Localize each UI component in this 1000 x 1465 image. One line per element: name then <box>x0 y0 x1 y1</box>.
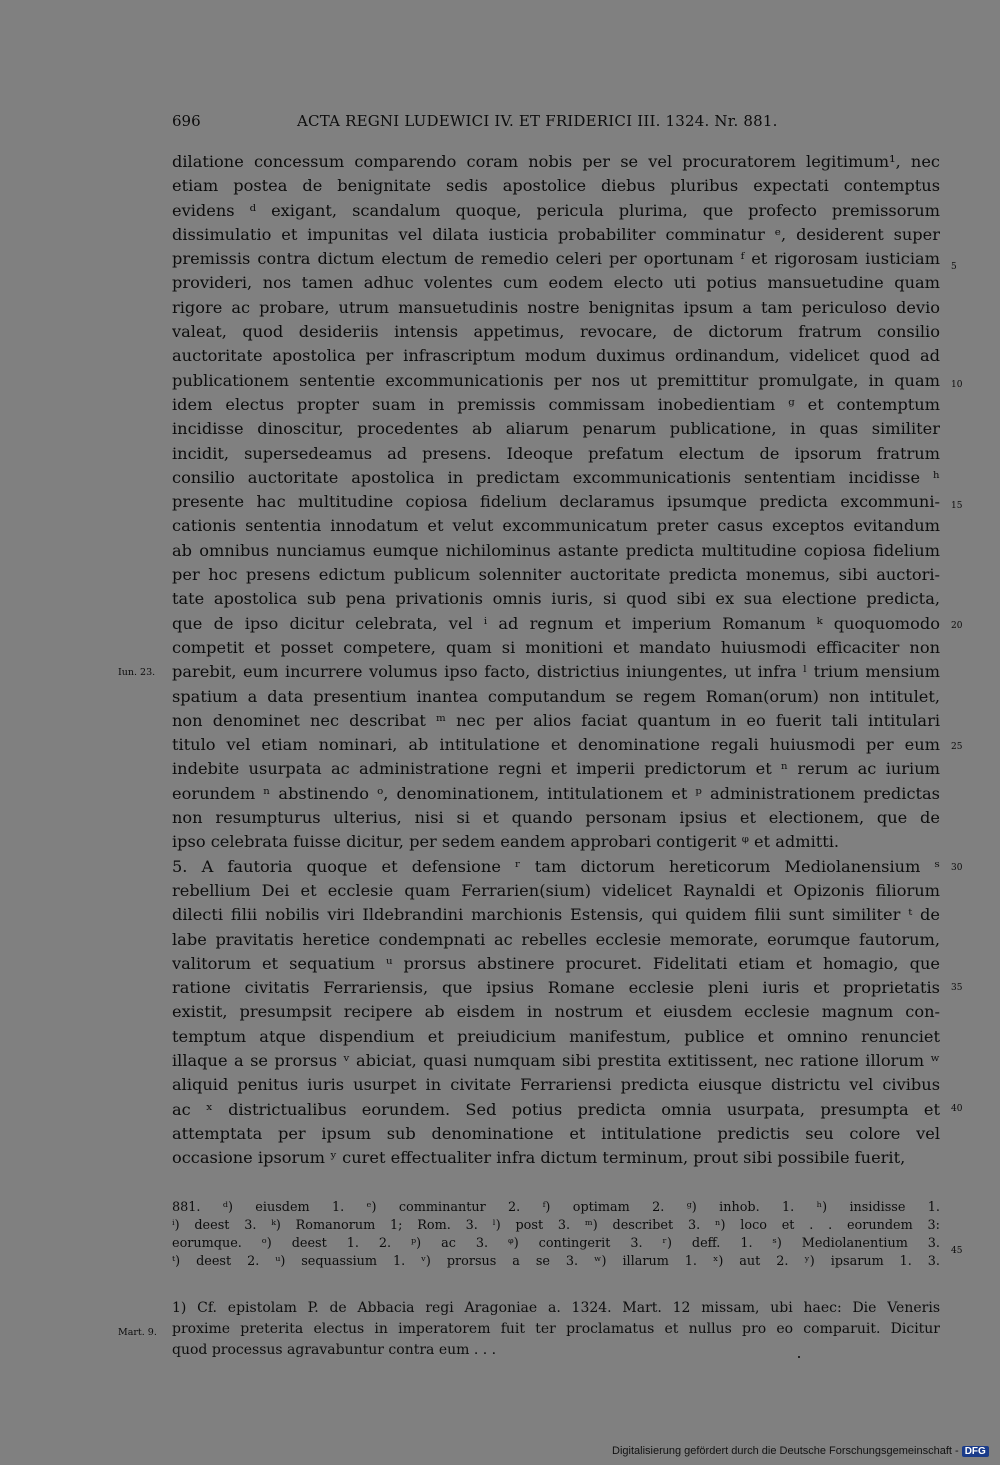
page-header <box>172 112 940 138</box>
text-line: premissis contra dictum electum de remedio celeri per oportunam ᶠ et rigorosam iusticiam <box>172 249 940 269</box>
text-line: labe pravitatis heretice condempnati ac rebelles ecclesie memorate, eorumque fautorum, <box>172 929 940 949</box>
text-line: ab omnibus nunciamus eumque nichilominus astante predicta multitudine copiosa fidelium <box>172 540 940 560</box>
apparatus-line: ⁱ) deest 3. ᵏ) Romanorum 1; Rom. 3. ˡ) post 3. ᵐ) describet 3. ⁿ) loco et . . eorundem 3: <box>172 1218 940 1233</box>
line-number-30: 30 <box>951 863 963 873</box>
text-line: spatium a data presentium inantea computandum se regem Roman(orum) non intitulet, <box>172 686 940 706</box>
line-number-40: 40 <box>951 1104 963 1114</box>
text-line: etiam postea de benignitate sedis apostolice diebus pluribus expectati contemptus <box>172 176 940 196</box>
apparatus-line: eorumque. ᵒ) deest 1. 2. ᵖ) ac 3. ᵠ) contingerit 3. ʳ) deff. 1. ˢ) Mediolanentium 3. <box>172 1236 940 1251</box>
running-title: ACTA REGNI LUDEWICI IV. ET FRIDERICI III. 1324. Nr. 881. <box>297 112 778 130</box>
margin-date-note: Iun. 23. <box>118 667 156 678</box>
footnote-line: 1) Cf. epistolam P. de Abbacia regi Aragoniae a. 1324. Mart. 12 missam, ubi haec: Die Veneris <box>172 1300 940 1316</box>
critical-apparatus <box>172 1199 940 1271</box>
text-line: dissimulatio et impunitas vel dilata iusticia probabiliter comminatur ᵉ, desiderent super <box>172 224 940 244</box>
text-line: consilio auctoritate apostolica in predictam excommunicationis sententiam incidisse ʰ <box>172 467 940 487</box>
text-line: occasione ipsorum ʸ curet effectualiter infra dictum terminum, prout sibi possibile fuerit, <box>172 1148 906 1168</box>
text-line: per hoc presens edictum publicum solenniter auctoritate predicta monemus, sibi auctori- <box>172 565 940 585</box>
text-line: valitorum et sequatium ᵘ prorsus abstinere procuret. Fidelitati etiam et homagio, que <box>172 953 940 973</box>
text-line: non denominet nec describat ᵐ nec per alios faciat quantum in eo fuerit tali intitulari <box>172 710 940 730</box>
text-line: competit et posset competere, quam si monitioni et mandato huiusmodi efficaciter non <box>172 637 940 657</box>
line-number-45: 45 <box>951 1246 963 1256</box>
footnote-line: quod processus agravabuntur contra eum . . . <box>172 1342 497 1358</box>
text-line: non resumpturus ulterius, nisi si et quando personam ipsius et electionem, que de <box>172 808 940 828</box>
text-line: aliquid penitus iuris usurpet in civitate Ferrariensi predicta eiusque districtu vel civibus <box>172 1075 940 1095</box>
line-number-5: 5 <box>951 262 957 272</box>
text-line: indebite usurpata ac administratione regni et imperii predictorum et ⁿ rerum ac iurium <box>172 759 940 779</box>
line-number-25: 25 <box>951 742 963 752</box>
dfg-credit-text: Digitalisierung gefördert durch die Deutsche Forschungsgemeinschaft - <box>612 1445 959 1457</box>
apparatus-line: 881. ᵈ) eiusdem 1. ᵉ) comminantur 2. ᶠ) optimam 2. ᵍ) inhob. 1. ʰ) insidisse 1. <box>172 1200 940 1215</box>
footnote-line: proxime preterita electus in imperatorem fuit ter proclamatus et nullus pro eo comparuit. Dicitur <box>172 1321 940 1337</box>
text-line: auctoritate apostolica per infrascriptum modum duximus ordinandum, videlicet quod ad <box>172 346 940 366</box>
text-line: existit, presumpsit recipere ab eisdem in nostrum et eiusdem ecclesie magnum con- <box>172 1002 940 1022</box>
line-number-35: 35 <box>951 983 963 993</box>
text-line: cationis sententia innodatum et velut excommunicatum preter casus exceptos evitandum <box>172 516 940 536</box>
footnote-margin-date: Mart. 9. <box>118 1327 157 1338</box>
text-line: parebit, eum incurrere volumus ipso facto, districtius iniungentes, ut infra ˡ trium mensium <box>172 662 940 682</box>
page-number: 696 <box>172 112 201 130</box>
text-line: publicationem sententie excommunicationis per nos ut premittitur promulgate, in quam <box>172 370 940 390</box>
text-line: attemptata per ipsum sub denominatione et intitulatione predictis seu colore vel <box>172 1123 940 1143</box>
dfg-logo: DFG <box>962 1446 989 1457</box>
text-line: valeat, quod desideriis intensis appetimus, revocare, de dictorum fratrum consilio <box>172 322 940 342</box>
text-line: illaque a se prorsus ᵛ abiciat, quasi numquam sibi prestita extitissent, nec ratione illorum ʷ <box>172 1050 940 1070</box>
text-line: idem electus propter suam in premissis commissam inobedientiam ᵍ et contemptum <box>172 394 940 414</box>
apparatus-line: ᵗ) deest 2. ᵘ) sequassium 1. ᵛ) prorsus a se 3. ʷ) illarum 1. ˣ) aut 2. ʸ) ipsarum 1. 3. <box>172 1254 940 1269</box>
text-line: ac ˣ districtualibus eorundem. Sed potius predicta omnia usurpata, presumpta et <box>172 1099 940 1119</box>
footnotes <box>172 1298 940 1361</box>
text-line: rigore ac probare, utrum mansuetudinis nostre benignitas ipsum a tam periculoso devio <box>172 297 940 317</box>
text-line: incidit, supersedeamus ad presens. Ideoque prefatum electum de ipsorum fratrum <box>172 443 940 463</box>
text-line: que de ipso dicitur celebrata, vel ⁱ ad regnum et imperium Romanum ᵏ quoquomodo <box>172 613 940 633</box>
text-line: 5. A fautoria quoque et defensione ʳ tam dictorum hereticorum Mediolanensium ˢ <box>172 856 940 876</box>
text-line: evidens ᵈ exigant, scandalum quoque, pericula plurima, que profecto premissorum <box>172 200 940 220</box>
text-line: provideri, nos tamen adhuc volentes cum eodem electo uti potius mansuetudine quam <box>172 273 940 293</box>
text-line: titulo vel etiam nominari, ab intitulatione et denominatione regali huiusmodi per eum <box>172 735 940 755</box>
text-line: ipso celebrata fuisse dicitur, per sedem eandem approbari contigerit ᵠ et admitti. <box>172 832 840 852</box>
text-line: dilecti filii nobilis viri Ildebrandini marchionis Estensis, qui quidem filii sunt similiter ᵗ de <box>172 905 940 925</box>
line-number-20: 20 <box>951 621 963 631</box>
text-line: eorundem ⁿ abstinendo ᵒ, denominationem, intitulationem et ᵖ administrationem predictas <box>172 783 940 803</box>
line-number-10: 10 <box>951 380 963 390</box>
scan-speck <box>798 1356 800 1358</box>
text-line: dilatione concessum comparendo coram nobis per se vel procuratorem legitimum¹, nec <box>172 152 940 171</box>
text-line: presente hac multitudine copiosa fidelium declaramus ipsumque predicta excommuni- <box>172 492 940 512</box>
text-line: incidisse dinoscitur, procedentes ab aliarum penarum publicatione, in quas similiter <box>172 419 940 439</box>
main-text <box>172 150 940 1170</box>
text-line: ratione civitatis Ferrariensis, que ipsius Romane ecclesie pleni iuris et proprietatis <box>172 978 940 998</box>
text-line: tate apostolica sub pena privationis omnis iuris, si quod sibi ex sua electione predicta, <box>172 589 940 609</box>
text-line: rebellium Dei et ecclesie quam Ferrarien(sium) videlicet Raynaldi et Opizonis filiorum <box>172 880 940 900</box>
text-line: temptum atque dispendium et preiudicium manifestum, publice et omnino renunciet <box>172 1026 940 1046</box>
dfg-credit <box>612 1445 989 1457</box>
line-number-15: 15 <box>951 501 963 511</box>
